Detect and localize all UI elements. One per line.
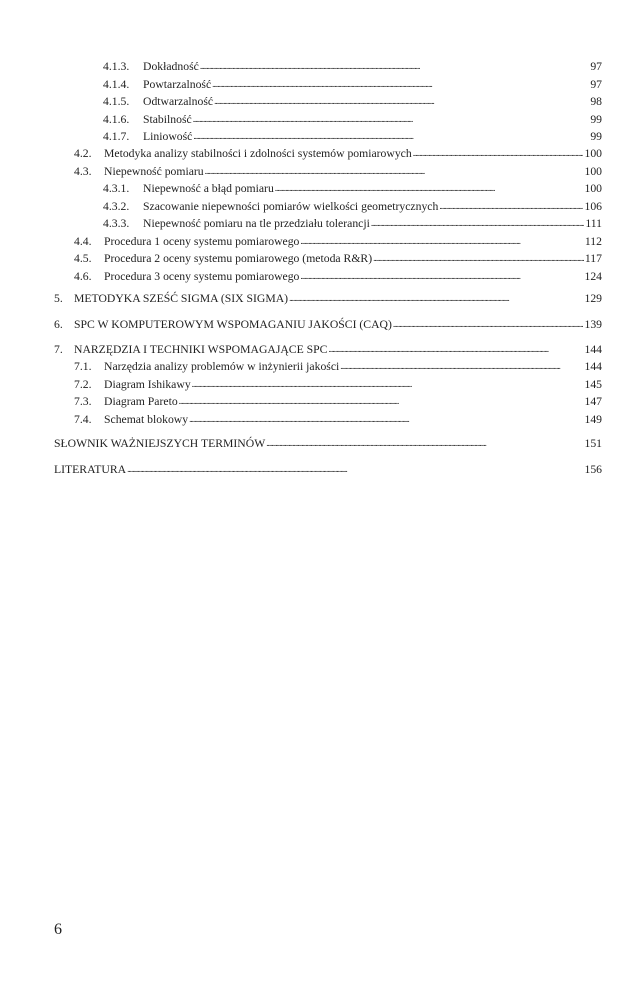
toc-entry-page: 151: [584, 437, 602, 450]
toc-leader-dots: [439, 198, 583, 214]
toc-entry-number: 7.1.: [74, 360, 92, 373]
toc-leader-dots: [393, 316, 584, 332]
toc-entry-title: Dokładność: [143, 60, 199, 73]
toc-entry-title: Diagram Pareto: [104, 395, 178, 408]
toc-entry-page: 99: [590, 113, 602, 126]
toc-entry-page: 145: [584, 378, 602, 391]
toc-entry-page: 144: [584, 360, 602, 373]
toc-entry-number: 4.1.3.: [103, 60, 130, 73]
toc-entry: [103, 59, 602, 75]
toc-entry-title: Procedura 1 oceny systemu pomiarowego: [104, 235, 300, 248]
toc-leader-dots: [413, 145, 584, 161]
toc-entry: [54, 462, 602, 478]
toc-entry-number: 5.: [54, 292, 63, 305]
toc-entry-number: 4.1.7.: [103, 130, 130, 143]
toc-leader-dots: [179, 393, 584, 409]
toc-entry: [74, 234, 602, 250]
toc-entry-number: 4.3.: [74, 165, 92, 178]
toc-entry-number: 4.1.4.: [103, 78, 130, 91]
toc-entry-title: Procedura 2 oceny systemu pomiarowego (metoda R&R): [104, 252, 373, 265]
toc-entry: [74, 412, 602, 428]
toc-entry: [74, 146, 602, 162]
toc-entry-title: Metodyka analizy stabilności i zdolności systemów pomiarowych: [104, 147, 412, 160]
toc-leader-dots: [275, 180, 584, 196]
toc-entry-title: Powtarzalność: [143, 78, 212, 91]
toc-entry-page: 99: [590, 130, 602, 143]
toc-entry-page: 100: [584, 182, 602, 195]
toc-entry-title: Liniowość: [143, 130, 193, 143]
toc-entry-number: 4.6.: [74, 270, 92, 283]
toc-entry-title: Niepewność pomiaru: [104, 165, 204, 178]
toc-entry: [103, 77, 602, 93]
toc-leader-dots: [193, 128, 589, 144]
toc-leader-dots: [300, 233, 584, 249]
toc-leader-dots: [192, 376, 584, 392]
toc-entry-title: Narzędzia analizy problemów w inżynierii jakości: [104, 360, 340, 373]
toc-entry: [74, 359, 602, 375]
toc-entry-page: 139: [584, 318, 602, 331]
toc-entry-page: 112: [584, 235, 602, 248]
toc-entry-number: 7.: [54, 343, 63, 356]
toc-entry-number: 4.1.5.: [103, 95, 130, 108]
toc-leader-dots: [328, 341, 583, 357]
toc-entry-page: 97: [590, 60, 602, 73]
toc-entry-page: 147: [584, 395, 602, 408]
toc-entry-page: 129: [584, 292, 602, 305]
toc-entry-title: Odtwarzalność: [143, 95, 214, 108]
toc-entry-title: Diagram Ishikawy: [104, 378, 191, 391]
toc-entry-number: 7.2.: [74, 378, 92, 391]
toc-leader-dots: [289, 290, 583, 306]
toc-entry-title: METODYKA SZEŚĆ SIGMA (SIX SIGMA): [74, 292, 289, 305]
toc-entry-page: 156: [584, 463, 602, 476]
toc-entry: [54, 436, 602, 452]
toc-entry: [103, 199, 602, 215]
toc-entry-title: LITERATURA: [54, 463, 127, 476]
toc-entry-page: 106: [584, 200, 602, 213]
toc-entry-page: 100: [584, 147, 602, 160]
toc-leader-dots: [373, 250, 584, 266]
toc-entry-number: 4.4.: [74, 235, 92, 248]
toc-entry: [74, 251, 602, 267]
toc-entry-title: SPC W KOMPUTEROWYM WSPOMAGANIU JAKOŚCI (CAQ): [74, 318, 392, 331]
toc-entry: [74, 164, 602, 180]
toc-entry: [54, 291, 602, 307]
toc-entry-title: Niepewność a błąd pomiaru: [143, 182, 274, 195]
toc-entry-number: 4.2.: [74, 147, 92, 160]
toc-entry-number: 7.4.: [74, 413, 92, 426]
toc-leader-dots: [212, 76, 589, 92]
toc-entry: [103, 129, 602, 145]
toc-entry-title: Szacowanie niepewności pomiarów wielkości geometrycznych: [143, 200, 439, 213]
toc-entry: [103, 94, 602, 110]
toc-entry: [103, 112, 602, 128]
toc-entry-title: Procedura 3 oceny systemu pomiarowego: [104, 270, 300, 283]
toc-entry-title: SŁOWNIK WAŻNIEJSZYCH TERMINÓW: [54, 437, 266, 450]
toc-entry-page: 97: [590, 78, 602, 91]
toc-entry-number: 4.5.: [74, 252, 92, 265]
page-number: 6: [54, 921, 62, 938]
toc-leader-dots: [371, 215, 584, 231]
toc-entry: [103, 181, 602, 197]
toc-entry-number: 4.3.3.: [103, 217, 130, 230]
toc-leader-dots: [193, 111, 590, 127]
toc-entry: [103, 216, 602, 232]
toc-entry-title: NARZĘDZIA I TECHNIKI WSPOMAGAJĄCE SPC: [74, 343, 328, 356]
toc-leader-dots: [300, 268, 583, 284]
toc-entry: [74, 394, 602, 410]
toc-leader-dots: [266, 435, 583, 451]
toc-leader-dots: [200, 58, 589, 74]
toc-entry-title: Niepewność pomiaru na tle przedziału tolerancji: [143, 217, 370, 230]
toc-entry: [74, 269, 602, 285]
toc-leader-dots: [340, 358, 583, 374]
toc-entry-page: 124: [584, 270, 602, 283]
toc-entry: [54, 342, 602, 358]
toc-entry-page: 98: [590, 95, 602, 108]
toc-leader-dots: [205, 163, 584, 179]
toc-entry: [54, 317, 602, 333]
toc-entry-page: 144: [584, 343, 602, 356]
toc-entry-page: 117: [584, 252, 602, 265]
toc-entry-number: 7.3.: [74, 395, 92, 408]
toc-leader-dots: [127, 461, 583, 477]
toc-entry-number: 4.3.2.: [103, 200, 130, 213]
toc-entry-page: 149: [584, 413, 602, 426]
toc-leader-dots: [189, 411, 583, 427]
toc-leader-dots: [214, 93, 589, 109]
toc-entry-page: 111: [585, 217, 602, 230]
toc-entry: [74, 377, 602, 393]
toc-entry-title: Schemat blokowy: [104, 413, 189, 426]
toc-entry-number: 6.: [54, 318, 63, 331]
toc-entry-title: Stabilność: [143, 113, 192, 126]
toc-entry-number: 4.1.6.: [103, 113, 130, 126]
toc-entry-number: 4.3.1.: [103, 182, 130, 195]
toc-entry-page: 100: [584, 165, 602, 178]
